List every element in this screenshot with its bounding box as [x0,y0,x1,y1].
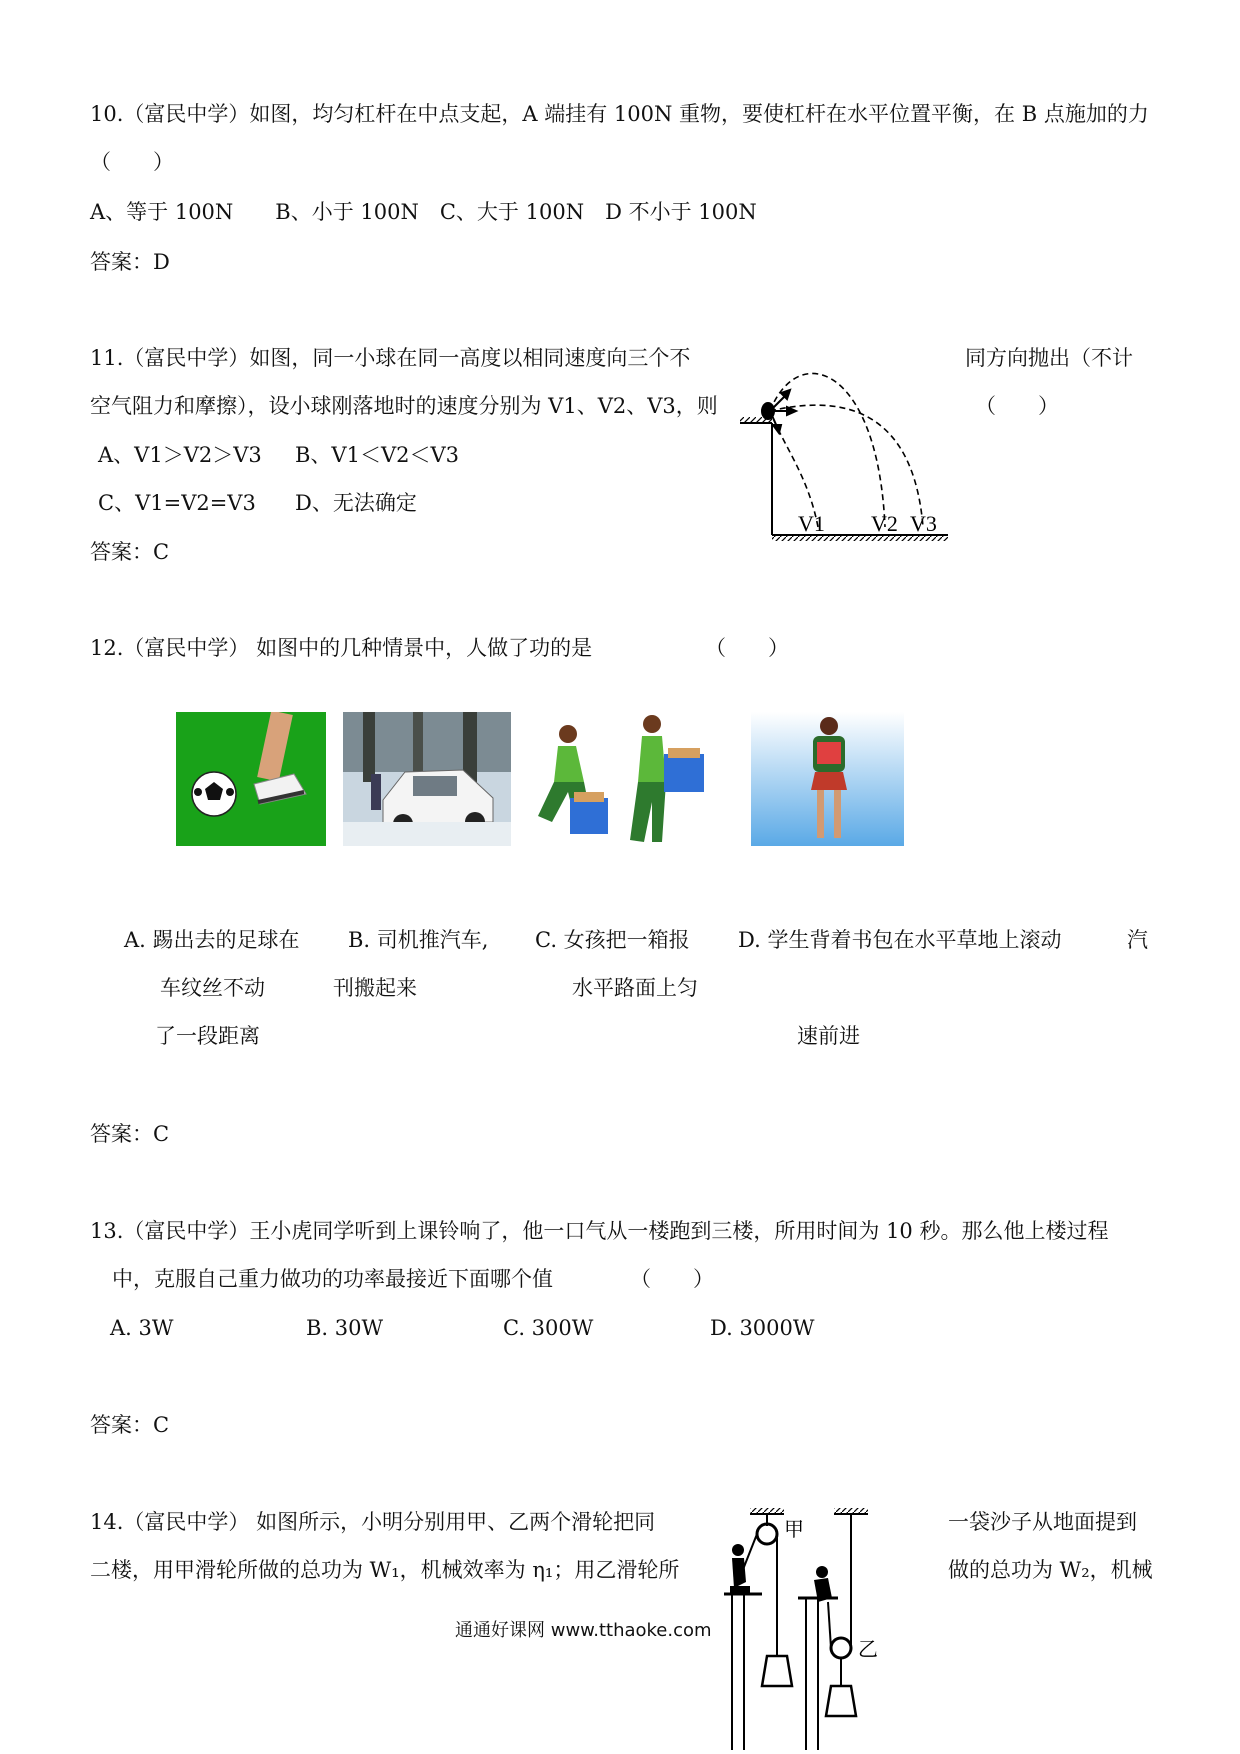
q12-paren: （ ） [705,636,789,660]
q12-option-b-line2: 刊搬起来 [333,976,417,1000]
q11-answer: 答案：C [90,540,170,564]
photo-push-car [343,712,511,846]
q11-stem-line2: 空气阻力和摩擦），设小球刚落地时的速度分别为 V1、V2、V3，则 [90,394,718,418]
q13-option-b: B. 30W [306,1316,384,1340]
movable-pulley-yi [826,1508,878,1716]
q10-answer: 答案：D [90,250,170,274]
q11-option-c: C、V1=V2=V3 [98,491,256,515]
person-jia [730,1544,750,1594]
floor-yi [798,1598,838,1750]
fixed-pulley-jia [742,1508,804,1686]
q14-stem-line1: 14.（富民中学） 如图所示，小明分别用甲、乙两个滑轮把同 [90,1510,656,1534]
q13-stem-line2: 中，克服自己重力做功的功率最接近下面哪个值 [112,1267,553,1291]
q12-option-b-line1: B. 司机推汽车, [348,928,489,952]
q11-paren: （ ） [975,394,1059,418]
trajectories [770,373,923,527]
floor-jia [724,1594,762,1750]
q12-option-extra: 汽 [1127,928,1148,952]
q14-stem-line2-right: 做的总功为 W₂，机械 [948,1558,1153,1582]
q12-option-a-line2: 车纹丝不动 [160,976,265,1000]
q13-stem-line1: 13.（富民中学）王小虎同学听到上课铃响了，他一口气从一楼跑到三楼，所用时间为 10 秒。那么他上楼过程 [90,1219,1109,1243]
q10-paren: （ ） [90,150,174,174]
q12-stem: 12.（富民中学） 如图中的几种情景中，人做了功的是 [90,636,593,660]
q11-option-a: A、V1＞V2＞V3 [98,443,262,467]
photo-soccer-kick [176,712,326,846]
q14-stem-line2: 二楼，用甲滑轮所做的总功为 W₁，机械效率为 η₁；用乙滑轮所 [90,1558,680,1582]
q13-option-d: D. 3000W [710,1316,815,1340]
photo-girl-lift-box [524,712,714,846]
trajectory-v3 [770,405,923,527]
page-footer: 通通好课网 www.tthaoke.com [455,1620,712,1641]
q13-option-a: A. 3W [110,1316,174,1340]
label-yi: 乙 [858,1637,878,1661]
q13-paren: （ ） [630,1267,714,1291]
q12-option-c-line2: 水平路面上匀 [572,976,698,1000]
q11-option-b: B、V1＜V2＜V3 [295,443,460,467]
label-v2: V2 [871,511,898,536]
q12-answer: 答案：C [90,1122,170,1146]
label-v3: V3 [910,511,937,536]
projectile-diagram [738,345,953,545]
q13-answer: 答案：C [90,1413,170,1437]
q10-stem: 10.（富民中学）如图，均匀杠杆在中点支起，A 端挂有 100N 重物，要使杠杆在水平位置平衡，在 B 点施加的力 [90,102,1149,126]
q11-stem-line1-right: 同方向抛出（不计 [965,346,1133,370]
label-v1: V1 [798,511,825,536]
q14-stem-line1-right: 一袋沙子从地面提到 [948,1510,1137,1534]
q11-stem-line1: 11.（富民中学）如图，同一小球在同一高度以相同速度向三个不 [90,346,691,370]
q11-option-d: D、无法确定 [295,491,417,515]
q12-option-c-line1: C. 女孩把一箱报 [535,928,690,952]
q13-option-c: C. 300W [503,1316,594,1340]
pulley-diagram [722,1506,918,1750]
q10-options: A、等于 100N B、小于 100N C、大于 100N D 不小于 100N [90,200,757,224]
q12-option-a-line1: A. 踢出去的足球在 [124,928,300,952]
photo-student-backpack [751,712,904,846]
q12-option-d-line1: D. 学生背着书包在水平草地上滚动 [738,928,1062,952]
q12-option-d-line3: 速前进 [797,1024,860,1048]
ball [761,402,775,420]
label-jia: 甲 [784,1517,804,1541]
q12-option-a-line3: 了一段距离 [155,1024,260,1048]
